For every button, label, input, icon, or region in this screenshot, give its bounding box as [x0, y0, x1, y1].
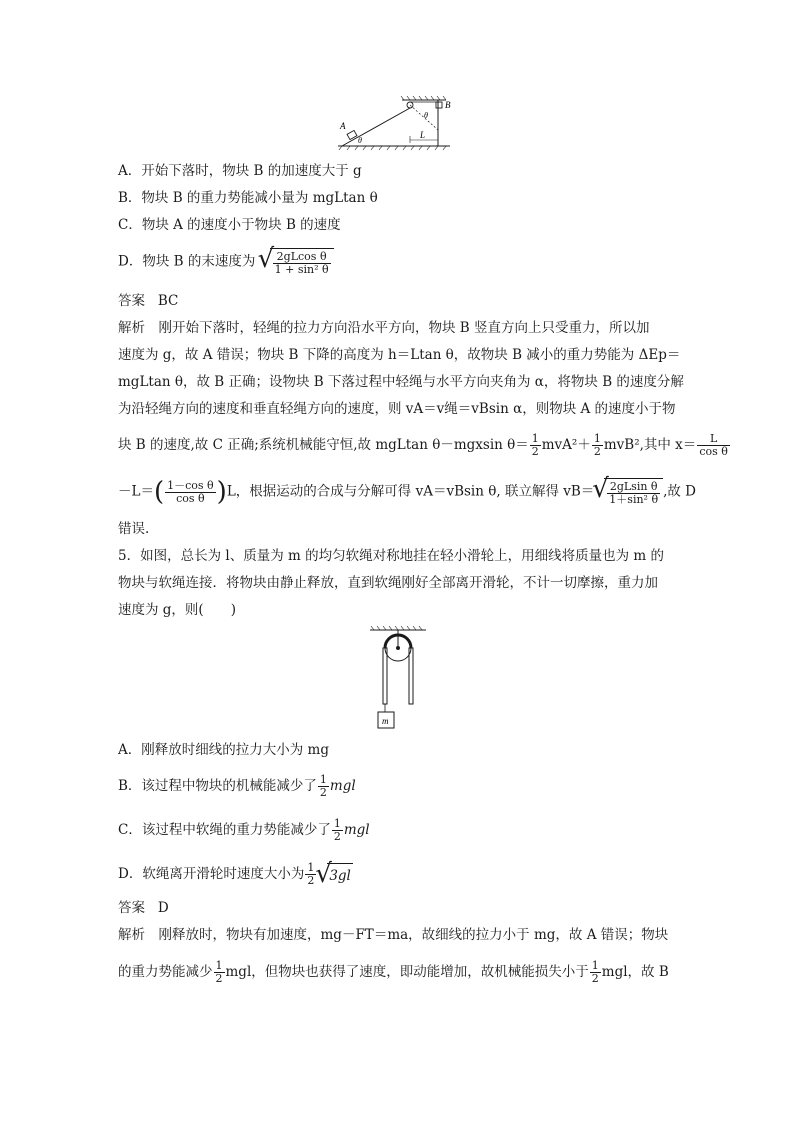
half-num: 1	[333, 817, 341, 830]
q5-option-c-text: C．该过程中软绳的重力势能减少了	[118, 822, 331, 838]
q4-x-fraction	[697, 433, 730, 458]
q4-analysis-5	[118, 433, 731, 458]
q4-vb-num: √ 2gLsin θ	[607, 481, 660, 494]
q5-answer-label: 答案	[118, 900, 145, 916]
q5-analysis-2b: mgl，但物块也获得了速度，即动能增加，故机械能损失小于	[225, 964, 589, 980]
q4-analysis-4: 为沿轻绳方向的速度和垂直轻绳方向的速度，则 vA＝v绳＝vBsin α，则物块 A 的速度小于物	[118, 401, 676, 417]
q4-analysis-3: mgLtan θ，故 B 正确；设物块 B 下落过程中轻绳与水平方向夹角为 α，将物块 B 的速度分解	[118, 374, 684, 390]
q4-answer	[118, 291, 178, 311]
q4-x-num: L	[697, 433, 730, 446]
q4-analysis-5a: 块 B 的速度,故 C 正确;系统机械能守恒,故 mgLtan θ－mgxsin θ＝	[118, 437, 529, 453]
q4-x-den: cos θ	[699, 445, 728, 458]
q4-analysis-1: 解析 刚开始下落时，轻绳的拉力方向沿水平方向，物块 B 竖直方向上只受重力，所以加	[118, 320, 650, 336]
q4-analysis-6c: ,故 D	[663, 483, 696, 500]
q4-option-a: A．开始下落时，物块 B 的加速度大于 g	[118, 163, 362, 179]
q4-answer-label: 答案	[118, 293, 145, 309]
half-num: 1	[591, 959, 599, 972]
q4-half-fraction-2	[592, 433, 603, 458]
q4-paren-num: 1－cos θ	[167, 478, 214, 492]
fig1-label-l: L	[420, 130, 426, 140]
q4-paren-fraction	[165, 480, 216, 505]
half-den: 2	[591, 972, 599, 985]
half-den: 2	[319, 786, 327, 799]
q5-option-b-text: B．该过程中物块的机械能减少了	[118, 778, 317, 794]
q5-option-c-tail: mgl	[343, 822, 370, 838]
q4-option-d	[118, 248, 334, 276]
q4-analysis-5b: mvA²＋	[541, 437, 591, 453]
q5-half-fraction-b	[318, 774, 329, 799]
incline-pulley-figure	[338, 96, 462, 152]
q4-option-c: C．物块 A 的速度小于物块 B 的速度	[118, 217, 341, 233]
half-den: 2	[593, 445, 601, 458]
half-num: 1	[215, 959, 223, 972]
pulley-rope-figure	[368, 626, 428, 734]
fig2-label-m: m	[382, 716, 389, 726]
q4-vb-den: 1＋sin² θ	[609, 493, 659, 506]
half-num: 1	[307, 861, 315, 874]
q4-answer-value: BC	[157, 293, 179, 309]
q5-option-a: A．刚释放时细线的拉力大小为 mg	[118, 742, 329, 758]
half-num: 1	[319, 773, 327, 786]
q5-option-b	[118, 774, 356, 799]
q4-paren-den: cos θ	[176, 491, 205, 505]
q5-half-fraction-f	[590, 960, 601, 985]
q4-option-d-sqrt	[260, 248, 334, 276]
q4-analysis-2: 速度为 g，故 A 错误；物块 B 下降的高度为 h＝Ltan θ，故物块 B 减小的重力势能为 ΔEp＝	[118, 347, 681, 363]
q4-option-d-den: 1 + sin² θ	[274, 263, 329, 276]
half-den: 2	[307, 874, 315, 887]
fig1-label-theta-bottom: θ	[358, 136, 362, 145]
q5-option-d-sqrt	[317, 863, 353, 886]
q5-option-d	[118, 862, 353, 887]
q4-option-d-text: D．物块 B 的末速度为	[118, 253, 256, 270]
q4-analysis-5c: mvB²,其中 x＝	[603, 437, 697, 453]
q5-option-c	[118, 818, 370, 843]
half-den: 2	[215, 972, 223, 985]
q5-option-d-text: D．软绳离开滑轮时速度大小为	[118, 866, 305, 882]
q4-vb-sqrt	[594, 478, 663, 506]
q5-analysis-2c: mgl，故 B	[601, 964, 669, 980]
half-num: 1	[531, 432, 539, 445]
q5-analysis-2	[118, 960, 669, 985]
q4-analysis-7: 错误.	[118, 521, 150, 537]
q5-option-d-sqrt-value: 3gl	[327, 863, 353, 886]
q5-analysis-1: 解析 刚释放时，物块有加速度，mg－FT＝ma，故细线的拉力小于 mg，故 A 错误；物块	[118, 927, 669, 943]
q5-answer	[118, 898, 169, 918]
fig1-label-b: B	[445, 100, 451, 110]
half-den: 2	[531, 445, 539, 458]
half-den: 2	[333, 830, 341, 843]
q5-stem-2: 物块与软绳连接．将物块由静止释放，直到软绳刚好全部离开滑轮，不计一切摩擦，重力加	[118, 575, 658, 591]
q4-option-d-num: √ 2gLcos θ	[273, 251, 331, 264]
q5-option-b-tail: mgl	[329, 778, 356, 794]
q4-option-b: B．物块 B 的重力势能减小量为 mgLtan θ	[118, 190, 378, 206]
q5-half-fraction-c	[332, 818, 343, 843]
fig1-label-a: A	[340, 121, 346, 131]
q5-analysis-2a: 的重力势能减少	[118, 964, 213, 980]
fig1-label-theta-top: θ	[424, 111, 428, 120]
half-num: 1	[593, 432, 601, 445]
q4-analysis-6: －L＝( $\frac{\text{1－cos θ}}{\text{cos θ}}$ )L，根据运动的合成与分解可得 vA＝vBsin θ, 联立解得 vB＝ √ $\frac{\text{2gLsin θ}}{\text{1＋sin² θ}}$ ,故 D	[118, 478, 696, 506]
q4-analysis-6a: －L＝	[118, 483, 154, 500]
q4-analysis-6b: L，根据运动的合成与分解可得 vA＝vBsin θ, 联立解得 vB＝	[226, 483, 595, 500]
q5-stem-1: 5．如图，总长为 l、质量为 m 的均匀软绳对称地挂在轻小滑轮上，用细线将质量也为 m 的	[118, 548, 664, 564]
q5-stem-3: 速度为 g，则( )	[118, 602, 236, 618]
q5-half-fraction-e	[214, 960, 225, 985]
q5-answer-value: D	[157, 900, 169, 916]
q4-half-fraction-1	[530, 433, 541, 458]
